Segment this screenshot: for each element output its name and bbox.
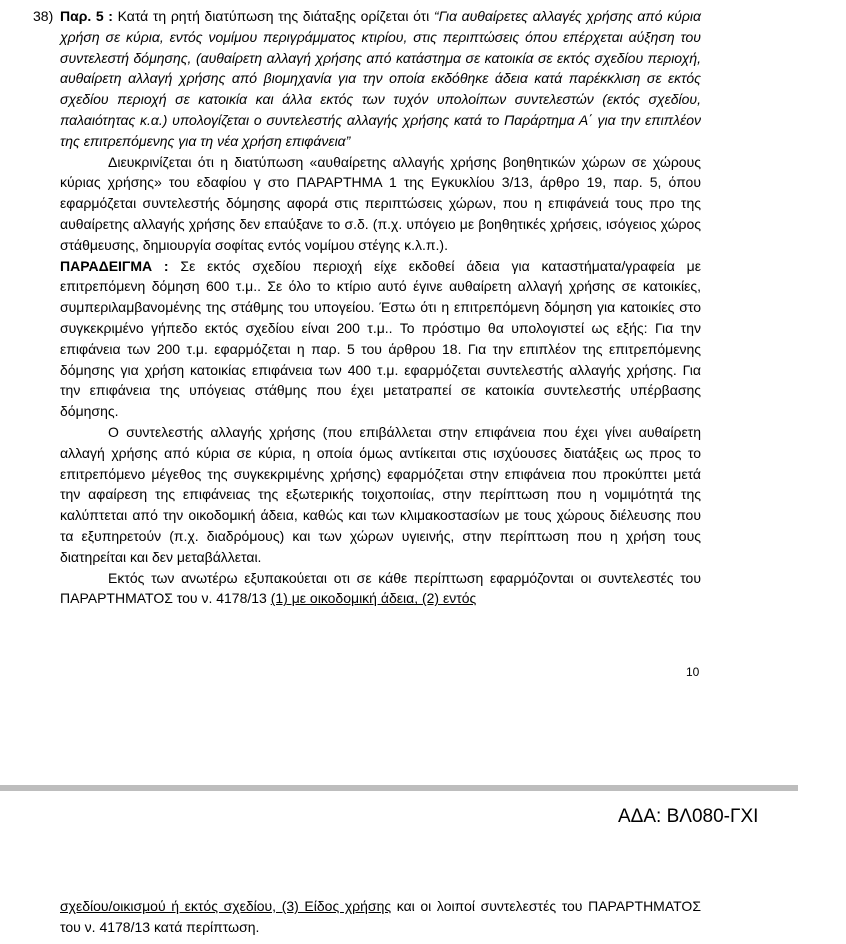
continuation-underlined-text: σχεδίου/οικισμού ή εκτός σχεδίου, (3) Είδος χρήσης <box>60 898 392 914</box>
final-underlined-text: (1) με οικοδομική άδεια, (2) εντός <box>270 590 477 607</box>
document-page-top <box>33 6 701 609</box>
example-text: Σε εκτός σχεδίου περιοχή είχε εκδοθεί άδεια για καταστήματα/γραφεία με επιτρεπόμενη δόμηση 600 τ.μ.. Σε όλο το κτίριο αυτό έγινε αυθαίρετη αλλαγή χρήσης σε κατοικίες, συμπεριλαμβανομένης της στάθμης του υπογείου. Έστω ότι η επιτρεπόμενη δόμηση για κατοικίες στο συγκεκριμένο γήπεδο εκτός σχεδίου είναι 200 τ.μ.. Το πρόστιμο θα υπολογιστεί ως εξής: Για την επιφάνεια των 200 τ.μ. εφαρμόζεται η παρ. 5 του άρθρου 18. Για την επιπλέον της επιτρεπόμενης δόμησης για χρήση κατοικίας επιφάνεια των 400 τ.μ. εφαρμόζεται συντελεστής αλλαγής χρήσης. Για την επιφάνεια της υπόγειας στάθμης που έχει μετατραπεί σε κατοικία συντελεστής υπέρβασης δόμησης. <box>60 257 701 420</box>
intro-text: Κατά τη ρητή διατύπωση της διάταξης ορίζεται ότι <box>117 8 434 24</box>
example-label: ΠΑΡΑΔΕΙΓΜΑ : <box>60 257 169 274</box>
ada-code: ΑΔΑ: ΒΛ080-ΓΧΙ <box>618 806 759 827</box>
quoted-provision: “Για αυθαίρετες αλλαγές χρήσης από κύρια χρήση σε κύρια, εντός νομίμου περιγράμματος κτιρίου, στις περιπτώσεις όπου επέρχεται αύξηση του συντελεστή δόμησης, (αυθαίρετη αλλαγή χρήσης από κατάστημα σε κατοικία σε εκτός σχεδίου περιοχή, αυθαίρετη αλλαγή χρήσης από βιομηχανία για την οποία εκδόθηκε άδεια κατά παρέκκλιση σε εκτός σχεδίου περιοχή σε κατοικία και άλλα εκτός των τυχόν υπολοίπων συντελεστών (εκτός σχεδίου, παλαιότητας κ.α.) υπολογίζεται ο συντελεστής αλλαγής χρήσης κατά το Παράρτημα Α΄ για την επιπλέον της επιτρεπόμενης για τη νέα χρήση επιφάνεια” <box>60 8 702 149</box>
item-number: 38) <box>33 8 54 24</box>
list-item-38 <box>33 6 701 609</box>
item-body <box>60 6 701 609</box>
continuation-text: και οι λοιποί συντελεστές του ΠΑΡΑΡΤΗΜΑΤΟΣ του ν. 4178/13 κατά περίπτωση. <box>60 898 701 935</box>
page-number: 10 <box>686 665 700 679</box>
page-divider <box>0 785 798 791</box>
item-intro-paragraph <box>60 6 701 152</box>
clarification-paragraph: Διευκρινίζεται ότι η διατύπωση «αυθαίρετης αλλαγής χρήσης βοηθητικών χώρων σε χώρους κύριας χρήσης» του εδαφίου γ στο ΠΑΡΑΡΤΗΜΑ 1 της Εγκυκλίου 3/13, άρθρο 19, παρ. 5, όπου εφαρμόζεται συντελεστής δόμησης αφορά στις περιπτώσεις χώρων, που η επιφάνειά τους προ της αυθαίρετης αλλαγής χρήσης δεν επαύξανε το σ.δ. (π.χ. υπόγειο με βοηθητικές χρήσεις, ισόγειος χώρος στάθμευσης, δημιουργία σοφίτας εντός νομίμου στέγης κ.λ.π.). <box>60 153 701 253</box>
paragraph-label: Παρ. 5 : <box>60 8 113 24</box>
document-page-bottom <box>60 896 701 938</box>
continuation-paragraph <box>60 896 701 938</box>
coefficient-paragraph: Ο συντελεστής αλλαγής χρήσης (που επιβάλλεται στην επιφάνεια που έχει γίνει αυθαίρετη αλλαγή χρήσης από κύρια σε κύρια, η οποία όμως αντίκειται στις ισχύουσες διατάξεις ως προς το επιτρεπόμενο μέγεθος της συγκεκριμένης χρήσης) εφαρμόζεται στην επιφάνεια που προκύπτει μετά την αφαίρεση της επιφάνειας της εξωτερικής τοιχοποιίας, στην περίπτωση που η νομιμότητά της καλύπτεται από την οικοδομική άδεια, καθώς και των κλιμακοστασίων με τους χώρους διέλευσης που τα εξυπηρετούν (π.χ. διαδρόμους) και των χώρων υγιεινής, στην περίπτωση που η χρήση τους διατηρείται και δεν μεταβάλλεται. <box>60 423 701 565</box>
example-paragraph <box>60 256 701 422</box>
final-paragraph <box>60 568 701 610</box>
final-text: Εκτός των ανωτέρω εξυπακούεται οτι σε κάθε περίπτωση εφαρμόζονται οι συντελεστές του ΠΑΡΑΡΤΗΜΑΤΟΣ του ν. 4178/13 <box>60 569 701 607</box>
